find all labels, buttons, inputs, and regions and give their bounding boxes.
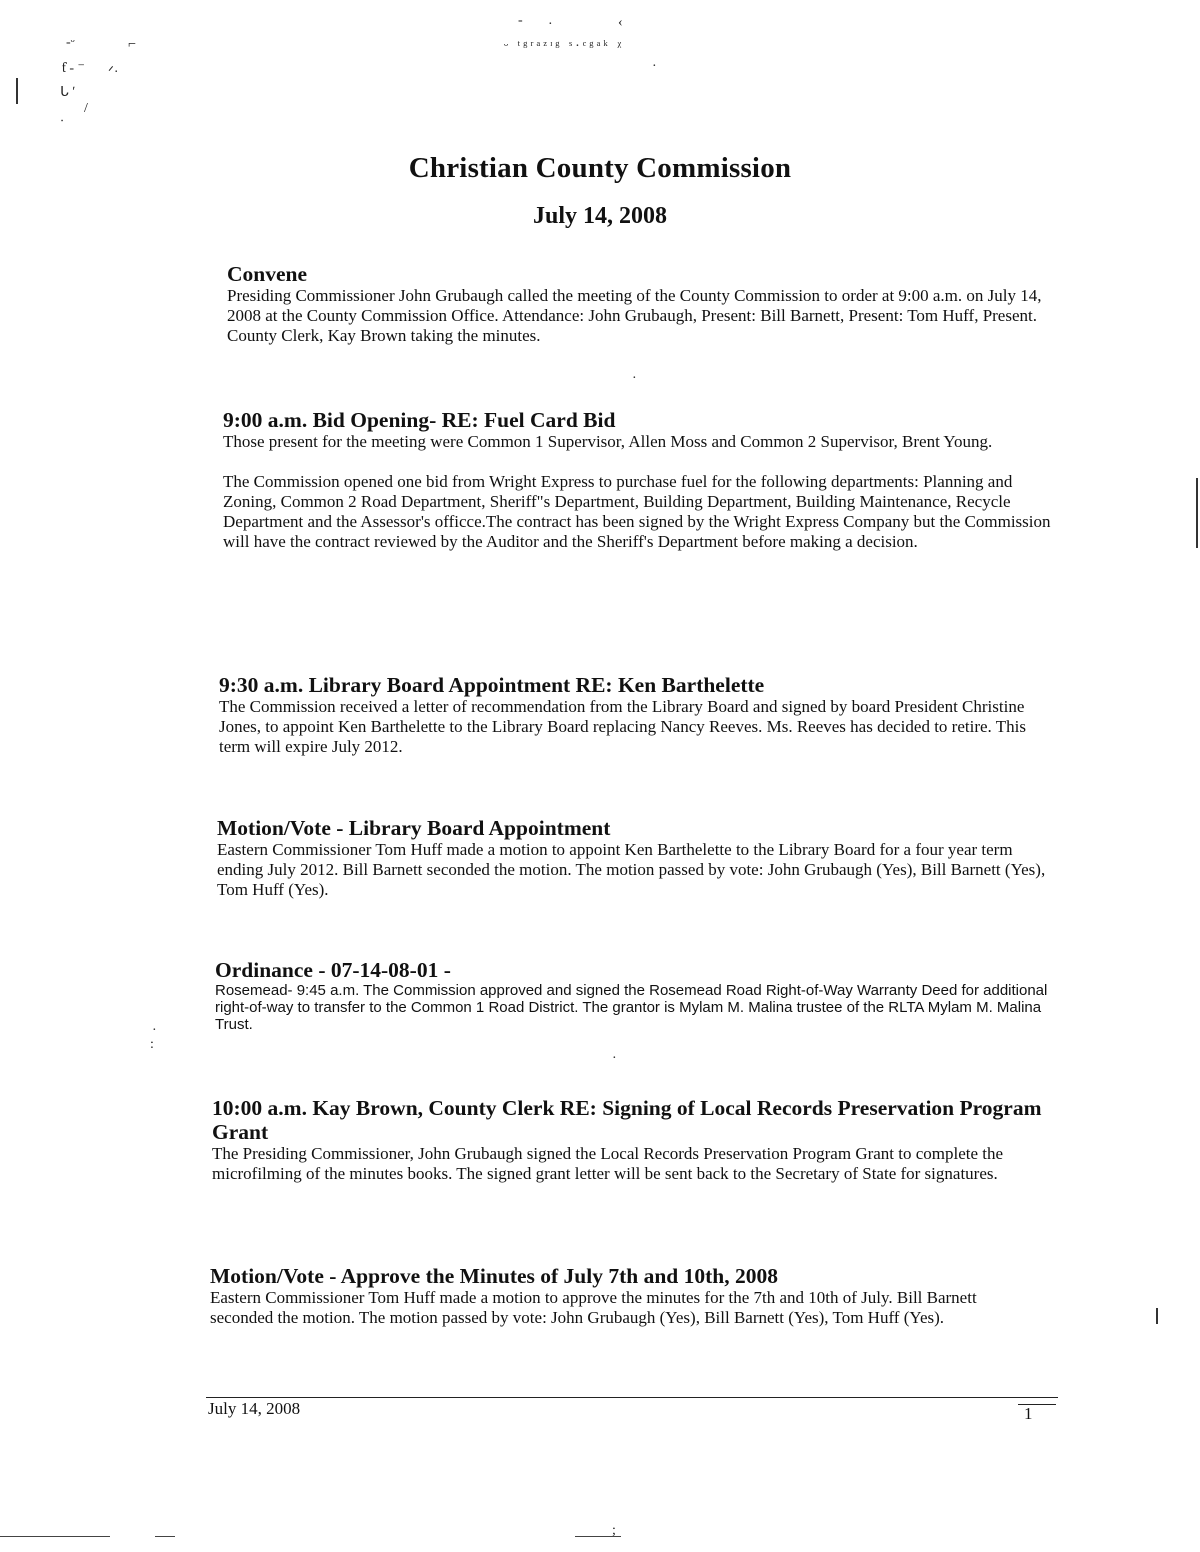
section-bid-opening — [223, 408, 1059, 552]
section-heading: Convene — [227, 262, 308, 286]
page-number: 1 — [1024, 1404, 1033, 1423]
section-heading: Motion/Vote - Approve the Minutes of July 7th and 10th, 2008 — [210, 1264, 778, 1288]
section-motion-library-board — [217, 816, 1057, 900]
footer-date: July 14, 2008 — [208, 1399, 301, 1418]
section-heading: 10:00 a.m. Kay Brown, County Clerk RE: Signing of Local Records Preservation Program Grant — [212, 1096, 1042, 1144]
section-paragraph: Eastern Commissioner Tom Huff made a motion to appoint Ken Barthelette to the Library Board for a four year term ending July 2012. Bill Barnett seconded the motion. The motion passed by vote: John Grubaugh (Yes), Bill Barnett (Yes), Tom Huff (Yes). — [217, 840, 1046, 899]
section-heading: Motion/Vote - Library Board Appointment — [217, 816, 611, 840]
section-paragraph: Rosemead- 9:45 a.m. The Commission approved and signed the Rosemead Road Right-of-Way Warranty Deed for additional right-of-way to transfer to the Common 1 Road District. The grantor is Mylam M. Malina trustee of the RLTA Mylam M. Malina Trust. — [215, 982, 1048, 1033]
section-paragraph: The Commission received a letter of recommendation from the Library Board and signed by board President Christine Jones, to appoint Ken Barthelette to the Library Board replacing Nancy Reeves. Ms. Reeves has decided to retire. This term will expire July 2012. — [219, 697, 1026, 756]
section-approve-minutes — [210, 1264, 1040, 1328]
document-page: -ᵕ ⌐ ƭ - ⁻ ᐟ· ᒐ ʹ / ᐝ - · ‹ ᵕ ᵗᵍʳᵃᶻᶦᵍ ˢ·ᶜᵍᵃᵏ ᵡ · · : · · ; Christian County Commission July 14, 2008 Convene Presiding Commissioner John Grubaugh called the meeting of the County Commission to order at 9:00 a.m. on July 14, 2008 at the County Commission Office. Attendance: John Grubaugh, Present: Bill Barnett, Present: Tom Huff, Present. County Clerk, Kay Brown taking the minutes. 9:00 a.m. Bid Opening- RE: Fuel Card Bid Those present for the meeting were Common 1 Supervisor, Allen Moss and Common 2 Supervisor, Brent Young. The Commission opened one bid from Wright Express to purchase fuel for the following departments: Planning and Zoning, Common 2 Road Department, Sheriff"s Department, Building Department, Building Maintenance, Recycle Department and the Assessor's officce.The contract has been signed by the Wright Express Company but the Commission will have the contract reviewed by the Auditor and the Sheriff's Department before making a decision. 9:30 a.m. Library Board Appointment RE: Ken Barthelette The Commission received a letter of recommendation from the Library Board and signed by board President Christine Jones, to appoint Ken Barthelette to the Library Board replacing Nancy Reeves. Ms. Reeves has decided to retire. This term will expire July 2012. Motion/Vote - Library Board Appointment Eastern Commissioner Tom Huff made a motion to appoint Ken Barthelette to the Library Board for a four year term ending July 2012. Bill Barnett seconded the motion. The motion passed by vote: John Grubaugh (Yes), Bill Barnett (Yes), Tom Huff (Yes). Ordinance - 07-14-08-01 - Rosemead- 9:45 a.m. The Commission approved and signed the Rosemead Road Right-of-Way Warranty Deed for additional right-of-way to transfer to the Common 1 Road District. The grantor is Mylam M. Malina trustee of the RLTA Mylam M. Malina Trust. 10:00 a.m. Kay Brown, County Clerk RE: Signing of Local Records Preservation Program Grant The Presiding Commissioner, John Grubaugh signed the Local Records Preservation Program Grant to complete the microfilming of the minutes books. The signed grant letter will be sent back to the Secretary of State for signatures. Motion/Vote - Approve the Minutes of July 7th and 10th, 2008 Eastern Commissioner Tom Huff made a motion to approve the minutes for the 7th and 10th of July. Bill Barnett seconded the motion. The motion passed by vote: John Grubaugh (Yes), Bill Barnett (Yes), Tom Huff (Yes). July 14, 2008 1 — [0, 0, 1200, 1552]
document-title: Christian County Commission — [408, 152, 792, 184]
section-heading: 9:00 a.m. Bid Opening- RE: Fuel Card Bid — [223, 408, 616, 432]
section-records-preservation-grant — [212, 1096, 1062, 1184]
section-paragraph: Presiding Commissioner John Grubaugh called the meeting of the County Commission to order at 9:00 a.m. on July 14, 2008 at the County Commission Office. Attendance: John Grubaugh, Present: Bill Barnett, Present: Tom Huff, Present. County Clerk, Kay Brown taking the minutes. — [227, 286, 1042, 345]
footer-rule — [206, 1397, 1058, 1398]
section-paragraph: Eastern Commissioner Tom Huff made a motion to approve the minutes for the 7th and 10th of July. Bill Barnett seconded the motion. The motion passed by vote: John Grubaugh (Yes), Bill Barnett (Yes), Tom Huff (Yes). — [210, 1288, 977, 1327]
section-ordinance — [215, 958, 1060, 1033]
section-paragraph: Those present for the meeting were Common 1 Supervisor, Allen Moss and Common 2 Supervisor, Brent Young. — [223, 432, 993, 451]
section-heading: 9:30 a.m. Library Board Appointment RE: Ken Barthelette — [219, 673, 765, 697]
section-heading: Ordinance - 07-14-08-01 - — [215, 958, 451, 982]
section-library-board-appointment — [219, 673, 1055, 757]
document-date: July 14, 2008 — [532, 203, 667, 229]
section-convene — [227, 262, 1057, 346]
section-paragraph: The Presiding Commissioner, John Grubaugh signed the Local Records Preservation Program Grant to complete the microfilming of the minutes books. The signed grant letter will be sent back to the Secretary of State for signatures. — [212, 1144, 1004, 1183]
section-paragraph: The Commission opened one bid from Wright Express to purchase fuel for the following departments: Planning and Zoning, Common 2 Road Department, Sheriff"s Department, Building Department, Building Maintenance, Recycle Department and the Assessor's officce.The contract has been signed by the Wright Express Company but the Commission will have the contract reviewed by the Auditor and the Sheriff's Department before making a decision. — [223, 472, 1051, 551]
